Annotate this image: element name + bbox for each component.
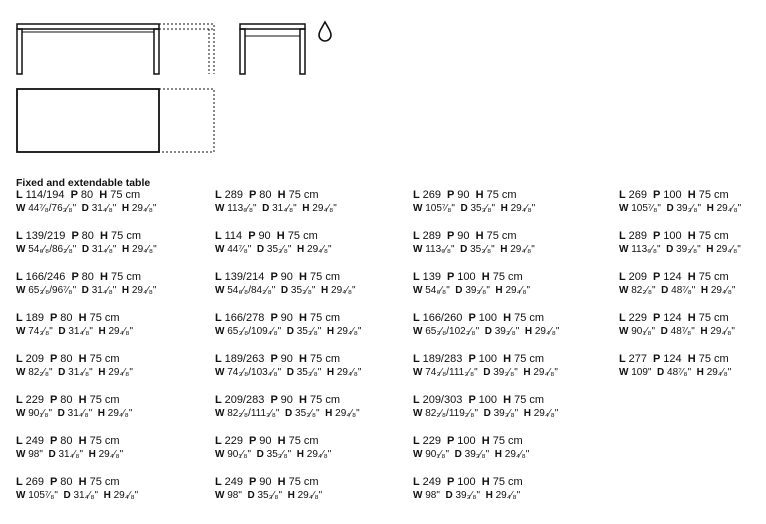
height-inches: 29₄⁄₈" (336, 326, 362, 337)
size-entry (16, 189, 206, 230)
depth-value: 80 (60, 312, 73, 324)
imperial-dimensions: W 113₆⁄₈" D 35₃⁄₈" H 29₄⁄₈" (413, 244, 535, 255)
size-entry (413, 189, 603, 230)
metric-dimensions: L 166/278 P 90 H 75 cm (215, 312, 340, 324)
metric-dimensions: L 229 P 90 H 75 cm (215, 435, 319, 447)
depth-inches: 35₃⁄₈" (470, 203, 496, 214)
size-entry (619, 271, 766, 312)
width-inches: 98" (28, 449, 43, 460)
width-inches: 44⁷⁄₈/76₃⁄₈" (28, 203, 77, 214)
metric-dimensions: L 189 P 80 H 75 cm (16, 312, 120, 324)
length-value: 209 (628, 271, 647, 283)
height-value: 75 cm (310, 394, 340, 406)
size-entry (619, 312, 766, 353)
metric-dimensions: L 209 P 80 H 75 cm (16, 353, 120, 365)
width-inches: 113₆⁄₈" (425, 244, 455, 255)
metric-dimensions: L 166/246 P 80 H 75 cm (16, 271, 141, 283)
imperial-dimensions: W 105⁷⁄₈" D 39₃⁄₈" H 29₄⁄₈" (619, 203, 742, 214)
depth-value: 124 (663, 312, 682, 324)
depth-inches: 39₃⁄₈" (676, 244, 701, 255)
height-value: 75 cm (698, 189, 729, 201)
imperial-dimensions: W 98" D 31₄⁄₈" H 29₄⁄₈" (16, 449, 124, 460)
height-value: 75 cm (89, 435, 120, 447)
height-inches: 29₄⁄₈" (505, 285, 531, 296)
height-inches: 29₄⁄₈" (335, 408, 360, 419)
height-value: 75 cm (288, 435, 319, 447)
depth-value: 124 (663, 353, 682, 365)
width-inches: 65₃⁄₈/109₄⁄₈" (227, 326, 282, 337)
imperial-dimensions: W 65₃⁄₈/109₄⁄₈" D 35₃⁄₈" H 29₄⁄₈" (215, 326, 362, 337)
metric-dimensions: L 209/303 P 100 H 75 cm (413, 394, 545, 406)
imperial-dimensions: W 113₆⁄₈" D 39₃⁄₈" H 29₄⁄₈" (619, 244, 741, 255)
height-inches: 29₄⁄₈" (510, 244, 535, 255)
size-entry (413, 271, 603, 312)
depth-value: 90 (259, 435, 272, 447)
length-value: 189/283 (422, 353, 463, 365)
metric-dimensions: L 139/219 P 80 H 75 cm (16, 230, 141, 242)
depth-value: 100 (478, 394, 498, 406)
length-value: 249 (25, 435, 44, 447)
height-inches: 29₄⁄₈" (307, 244, 332, 255)
height-inches: 29₄⁄₈" (107, 408, 133, 419)
size-entry (16, 476, 206, 517)
depth-inches: 48⁷⁄₈" (667, 367, 692, 378)
height-inches: 29₄⁄₈" (98, 449, 124, 460)
width-inches: 54₆⁄₈/84₂⁄₈" (227, 285, 276, 296)
depth-value: 100 (663, 189, 682, 201)
height-value: 75 cm (89, 353, 120, 365)
length-value: 139/219 (25, 230, 66, 242)
length-value: 249 (422, 476, 441, 488)
height-inches: 29₄⁄₈" (710, 326, 735, 337)
width-inches: 74₃⁄₈" (28, 326, 53, 337)
imperial-dimensions: W 74₃⁄₈/111₃⁄₈" D 39₃⁄₈" H 29₄⁄₈" (413, 367, 558, 378)
height-inches: 29₄⁄₈" (131, 203, 157, 214)
length-value: 114 (224, 230, 243, 242)
width-inches: 113₆⁄₈" (227, 203, 257, 214)
depth-inches: 35₃⁄₈" (295, 408, 320, 419)
height-value: 75 cm (698, 353, 729, 365)
depth-value: 90 (259, 476, 272, 488)
length-value: 166/260 (422, 312, 463, 324)
width-inches: 82₂⁄₈" (28, 367, 53, 378)
length-value: 229 (224, 435, 243, 447)
height-value: 75 cm (287, 230, 318, 242)
depth-value: 80 (80, 189, 94, 201)
width-inches: 105⁷⁄₈" (28, 490, 58, 501)
size-entry (413, 435, 603, 476)
depth-value: 80 (60, 353, 73, 365)
imperial-dimensions: W 90₁⁄₈" D 39₃⁄₈" H 29₄⁄₈" (413, 449, 530, 460)
depth-value: 100 (457, 271, 476, 283)
depth-inches: 31₄⁄₈" (58, 449, 84, 460)
size-entry (215, 230, 405, 271)
depth-inches: 31₄⁄₈" (91, 203, 117, 214)
width-inches: 82₂⁄₈/119₂⁄₈" (425, 408, 479, 419)
height-inches: 29₄⁄₈" (336, 367, 362, 378)
depth-value: 90 (280, 312, 293, 324)
depth-value: 90 (280, 353, 293, 365)
spec-column (619, 189, 766, 394)
length-value: 209 (25, 353, 44, 365)
metric-dimensions: L 209/283 P 90 H 75 cm (215, 394, 340, 406)
width-inches: 90₁⁄₈" (227, 449, 252, 460)
size-entry (215, 189, 405, 230)
length-value: 249 (224, 476, 243, 488)
depth-value: 90 (280, 394, 293, 406)
size-entry (16, 435, 206, 476)
width-inches: 44⁷⁄₈" (227, 244, 252, 255)
height-value: 75 cm (89, 312, 120, 324)
depth-inches: 31₄⁄₈" (73, 490, 99, 501)
depth-inches: 31₄⁄₈" (272, 203, 297, 214)
imperial-dimensions: W 109" D 48⁷⁄₈" H 29₄⁄₈" (619, 367, 732, 378)
width-inches: 90₁⁄₈" (28, 408, 53, 419)
imperial-dimensions: W 54₆⁄₈/84₂⁄₈" D 35₃⁄₈" H 29₄⁄₈" (215, 285, 356, 296)
spec-column (413, 189, 603, 517)
depth-value: 90 (457, 189, 470, 201)
size-entry (16, 271, 206, 312)
height-inches: 29₄⁄₈" (533, 408, 559, 419)
imperial-dimensions: W 98" D 35₃⁄₈" H 29₄⁄₈" (215, 490, 323, 501)
metric-dimensions: L 289 P 100 H 75 cm (619, 230, 729, 242)
depth-inches: 48⁷⁄₈" (671, 285, 696, 296)
height-value: 75 cm (514, 353, 545, 365)
height-inches: 29₄⁄₈" (706, 367, 732, 378)
depth-value: 90 (258, 230, 271, 242)
height-value: 75 cm (698, 271, 729, 283)
height-inches: 29₄⁄₈" (132, 244, 157, 255)
depth-value: 124 (663, 271, 682, 283)
length-value: 229 (25, 394, 44, 406)
height-inches: 29₄⁄₈" (306, 449, 332, 460)
depth-inches: 35₃⁄₈" (257, 490, 283, 501)
height-value: 75 cm (288, 189, 319, 201)
imperial-dimensions: W 90₁⁄₈" D 31₄⁄₈" H 29₄⁄₈" (16, 408, 133, 419)
height-inches: 29₄⁄₈" (710, 285, 736, 296)
metric-dimensions: L 139 P 100 H 75 cm (413, 271, 523, 283)
length-value: 269 (628, 189, 647, 201)
depth-value: 100 (663, 230, 682, 242)
height-value: 75 cm (288, 476, 319, 488)
metric-dimensions: L 249 P 80 H 75 cm (16, 435, 120, 447)
height-inches: 29₄⁄₈" (108, 326, 134, 337)
depth-inches: 31₄⁄₈" (68, 367, 93, 378)
length-value: 229 (422, 435, 441, 447)
length-value: 289 (628, 230, 647, 242)
size-entry (413, 476, 603, 517)
imperial-dimensions: W 44⁷⁄₈" D 35₃⁄₈" H 29₄⁄₈" (215, 244, 332, 255)
depth-inches: 39₃⁄₈" (455, 490, 481, 501)
imperial-dimensions: W 90₁⁄₈" D 35₃⁄₈" H 29₄⁄₈" (215, 449, 332, 460)
height-inches: 29₄⁄₈" (131, 285, 157, 296)
imperial-dimensions: W 44⁷⁄₈/76₃⁄₈" D 31₄⁄₈" H 29₄⁄₈" (16, 203, 157, 214)
height-inches: 29₄⁄₈" (331, 285, 356, 296)
height-value: 75 cm (310, 312, 340, 324)
depth-value: 80 (60, 394, 73, 406)
size-entry (413, 394, 603, 435)
height-value: 75 cm (89, 394, 120, 406)
width-inches: 54₆⁄₈/86₂⁄₈" (28, 244, 77, 255)
size-entry (413, 312, 603, 353)
depth-inches: 35₃⁄₈" (266, 244, 292, 255)
size-entry (413, 230, 603, 271)
size-entry (619, 353, 766, 394)
width-inches: 74₃⁄₈/103₄⁄₈" (227, 367, 282, 378)
imperial-dimensions: W 74₃⁄₈/103₄⁄₈" D 35₃⁄₈" H 29₄⁄₈" (215, 367, 362, 378)
table-front-elevation-icon (17, 24, 214, 74)
depth-inches: 31₄⁄₈" (68, 326, 93, 337)
height-value: 75 cm (492, 476, 523, 488)
depth-value: 100 (457, 476, 476, 488)
depth-value: 80 (81, 230, 94, 242)
height-value: 75 cm (698, 312, 729, 324)
water-drop-icon (319, 22, 331, 41)
depth-value: 100 (478, 312, 498, 324)
metric-dimensions: L 269 P 100 H 75 cm (619, 189, 729, 201)
imperial-dimensions: W 65₃⁄₈/96⁷⁄₈" D 31₄⁄₈" H 29₄⁄₈" (16, 285, 157, 296)
depth-inches: 35₃⁄₈" (296, 367, 322, 378)
size-entry (215, 435, 405, 476)
size-entry (16, 312, 206, 353)
product-drawings (0, 0, 766, 170)
width-inches: 54₆⁄₈" (425, 285, 450, 296)
metric-dimensions: L 289 P 80 H 75 cm (215, 189, 319, 201)
depth-value: 100 (457, 435, 476, 447)
height-value: 75 cm (698, 230, 729, 242)
imperial-dimensions: W 65₃⁄₈/102₃⁄₈" D 39₃⁄₈" H 29₄⁄₈" (413, 326, 560, 337)
size-entry (619, 230, 766, 271)
depth-inches: 35₃⁄₈" (266, 449, 292, 460)
width-inches: 105⁷⁄₈" (425, 203, 455, 214)
imperial-dimensions: W 74₃⁄₈" D 31₄⁄₈" H 29₄⁄₈" (16, 326, 134, 337)
depth-value: 80 (60, 435, 73, 447)
metric-dimensions: L 229 P 80 H 75 cm (16, 394, 120, 406)
length-value: 229 (628, 312, 647, 324)
width-inches: 105⁷⁄₈" (631, 203, 661, 214)
width-inches: 90₁⁄₈" (631, 326, 656, 337)
depth-inches: 35₃⁄₈" (470, 244, 495, 255)
depth-inches: 39₃⁄₈" (493, 408, 519, 419)
metric-dimensions: L 189/263 P 90 H 75 cm (215, 353, 340, 365)
imperial-dimensions: W 105⁷⁄₈" D 31₄⁄₈" H 29₄⁄₈" (16, 490, 139, 501)
width-inches: 113₆⁄₈" (631, 244, 661, 255)
metric-dimensions: L 269 P 90 H 75 cm (413, 189, 517, 201)
imperial-dimensions: W 82₂⁄₈" D 48⁷⁄₈" H 29₄⁄₈" (619, 285, 736, 296)
depth-value: 90 (457, 230, 470, 242)
length-value: 166/246 (25, 271, 66, 283)
size-entry (16, 394, 206, 435)
height-value: 75 cm (514, 312, 545, 324)
length-value: 209/303 (422, 394, 463, 406)
width-inches: 109" (631, 367, 652, 378)
depth-value: 80 (259, 189, 272, 201)
imperial-dimensions: W 90₁⁄₈" D 48⁷⁄₈" H 29₄⁄₈" (619, 326, 735, 337)
depth-inches: 39₃⁄₈" (465, 285, 490, 296)
depth-inches: 39₃⁄₈" (676, 203, 702, 214)
width-inches: 98" (425, 490, 440, 501)
size-entry (215, 476, 405, 517)
height-value: 75 cm (310, 271, 340, 283)
height-value: 75 cm (486, 189, 517, 201)
depth-inches: 39₃⁄₈" (494, 326, 520, 337)
length-value: 209/283 (224, 394, 265, 406)
height-inches: 29₄⁄₈" (312, 203, 337, 214)
length-value: 269 (422, 189, 441, 201)
height-inches: 29₄⁄₈" (534, 326, 560, 337)
length-value: 289 (224, 189, 243, 201)
length-value: 269 (25, 476, 44, 488)
height-inches: 29₄⁄₈" (510, 203, 536, 214)
width-inches: 90₁⁄₈" (425, 449, 450, 460)
depth-value: 100 (478, 353, 498, 365)
height-inches: 29₄⁄₈" (716, 244, 741, 255)
metric-dimensions: L 229 P 100 H 75 cm (413, 435, 523, 447)
height-value: 75 cm (486, 230, 517, 242)
size-entry (16, 230, 206, 271)
metric-dimensions: L 229 P 124 H 75 cm (619, 312, 729, 324)
length-value: 189 (25, 312, 44, 324)
height-value: 75 cm (492, 435, 523, 447)
length-value: 139 (422, 271, 441, 283)
height-inches: 29₄⁄₈" (495, 490, 521, 501)
width-inches: 74₃⁄₈/111₃⁄₈" (425, 367, 478, 378)
height-value: 75 cm (492, 271, 523, 283)
depth-inches: 48⁷⁄₈" (670, 326, 695, 337)
metric-dimensions: L 189/283 P 100 H 75 cm (413, 353, 545, 365)
height-value: 75 cm (111, 230, 141, 242)
metric-dimensions: L 249 P 100 H 75 cm (413, 476, 523, 488)
table-side-elevation-icon (240, 24, 305, 74)
height-inches: 29₄⁄₈" (504, 449, 530, 460)
height-value: 75 cm (514, 394, 545, 406)
height-value: 75 cm (110, 189, 141, 201)
size-entry (16, 353, 206, 394)
spec-column (16, 189, 206, 517)
depth-value: 90 (280, 271, 293, 283)
height-inches: 29₄⁄₈" (108, 367, 133, 378)
imperial-dimensions: W 54₆⁄₈" D 39₃⁄₈" H 29₄⁄₈" (413, 285, 531, 296)
size-entry (619, 189, 766, 230)
section-title: Fixed and extendable table (16, 177, 151, 189)
width-inches: 82₂⁄₈" (631, 285, 656, 296)
length-value: 277 (628, 353, 647, 365)
metric-dimensions: L 269 P 80 H 75 cm (16, 476, 120, 488)
imperial-dimensions: W 82₂⁄₈/119₂⁄₈" D 39₃⁄₈" H 29₄⁄₈" (413, 408, 559, 419)
width-inches: 65₃⁄₈/96⁷⁄₈" (28, 285, 77, 296)
height-value: 75 cm (310, 353, 340, 365)
metric-dimensions: L 209 P 124 H 75 cm (619, 271, 729, 283)
length-value: 189/263 (224, 353, 265, 365)
depth-inches: 31₄⁄₈" (91, 244, 117, 255)
metric-dimensions: L 249 P 90 H 75 cm (215, 476, 319, 488)
spec-column (215, 189, 405, 517)
table-top-plan-icon (17, 89, 214, 152)
size-entry (215, 394, 405, 435)
metric-dimensions: L 139/214 P 90 H 75 cm (215, 271, 340, 283)
metric-dimensions: L 166/260 P 100 H 75 cm (413, 312, 545, 324)
length-value: 139/214 (224, 271, 265, 283)
length-value: 114/194 (25, 189, 65, 201)
depth-value: 80 (60, 476, 73, 488)
metric-dimensions: L 114/194 P 80 H 75 cm (16, 189, 141, 201)
width-inches: 98" (227, 490, 242, 501)
height-value: 75 cm (111, 271, 141, 283)
size-entry (215, 353, 405, 394)
metric-dimensions: L 289 P 90 H 75 cm (413, 230, 517, 242)
size-entry (215, 271, 405, 312)
height-inches: 29₄⁄₈" (113, 490, 139, 501)
depth-inches: 35₃⁄₈" (290, 285, 316, 296)
imperial-dimensions: W 113₆⁄₈" D 31₄⁄₈" H 29₄⁄₈" (215, 203, 337, 214)
imperial-dimensions: W 82₂⁄₈" D 31₄⁄₈" H 29₄⁄₈" (16, 367, 133, 378)
height-value: 75 cm (89, 476, 120, 488)
length-value: 166/278 (224, 312, 265, 324)
depth-inches: 39₃⁄₈" (464, 449, 490, 460)
metric-dimensions: L 114 P 90 H 75 cm (215, 230, 318, 242)
size-entry (413, 353, 603, 394)
imperial-dimensions: W 54₆⁄₈/86₂⁄₈" D 31₄⁄₈" H 29₄⁄₈" (16, 244, 157, 255)
depth-value: 80 (81, 271, 94, 283)
width-inches: 65₃⁄₈/102₃⁄₈" (425, 326, 480, 337)
height-inches: 29₄⁄₈" (533, 367, 558, 378)
height-inches: 29₄⁄₈" (297, 490, 323, 501)
depth-inches: 39₃⁄₈" (493, 367, 518, 378)
size-entry (215, 312, 405, 353)
width-inches: 82₂⁄₈/111₃⁄₈" (227, 408, 280, 419)
depth-inches: 35₃⁄₈" (296, 326, 322, 337)
metric-dimensions: L 277 P 124 H 75 cm (619, 353, 729, 365)
imperial-dimensions: W 82₂⁄₈/111₃⁄₈" D 35₃⁄₈" H 29₄⁄₈" (215, 408, 360, 419)
depth-inches: 31₄⁄₈" (91, 285, 117, 296)
height-inches: 29₄⁄₈" (716, 203, 742, 214)
imperial-dimensions: W 105⁷⁄₈" D 35₃⁄₈" H 29₄⁄₈" (413, 203, 536, 214)
length-value: 289 (422, 230, 441, 242)
imperial-dimensions: W 98" D 39₃⁄₈" H 29₄⁄₈" (413, 490, 521, 501)
depth-inches: 31₄⁄₈" (67, 408, 93, 419)
